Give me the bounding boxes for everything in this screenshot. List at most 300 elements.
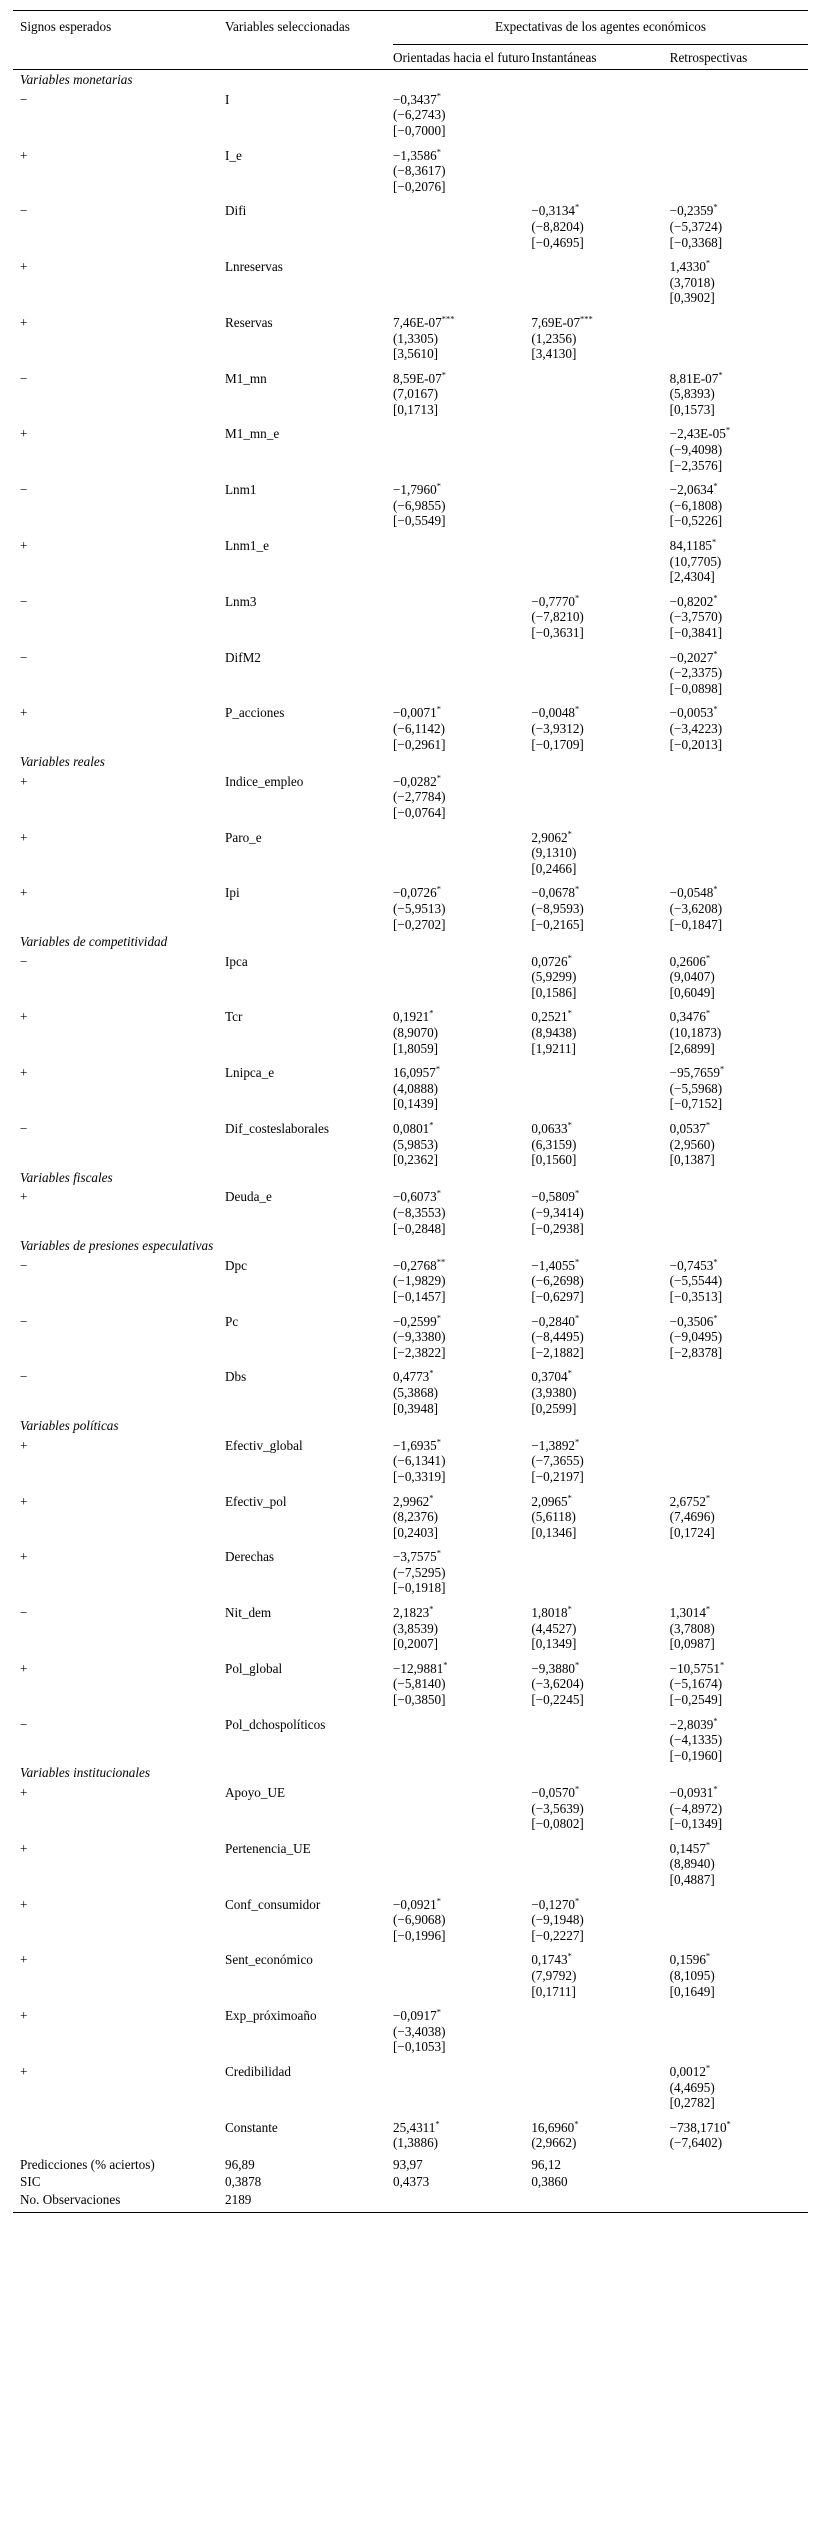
variable-name: Pol_global xyxy=(225,1660,283,1676)
marginal-effect: [0,3902] xyxy=(669,290,715,306)
table-row xyxy=(13,1187,808,1236)
t-statistic: (−6,1142) xyxy=(393,720,445,736)
value-cell xyxy=(393,1056,531,1112)
expected-sign: + xyxy=(20,773,28,789)
table-row xyxy=(13,194,808,250)
t-statistic: (−3,6204) xyxy=(531,1676,584,1692)
significance-mark: * xyxy=(726,2118,731,2129)
variable-name: I xyxy=(225,91,230,107)
significance-mark: * xyxy=(705,1008,711,1019)
marginal-effect: [−2,8378] xyxy=(669,1344,723,1360)
value-cell xyxy=(393,1708,531,1764)
marginal-effect: [−0,2197] xyxy=(531,1468,584,1484)
value-cell xyxy=(393,876,531,932)
variable-name: Dpc xyxy=(225,1257,247,1273)
variable-name: M1_mn xyxy=(225,370,267,386)
significance-mark: * xyxy=(713,703,718,714)
t-statistic: (4,0888) xyxy=(393,1080,439,1096)
coefficient: −2,8039* xyxy=(669,1715,718,1732)
table-row xyxy=(13,1436,808,1485)
value-cell xyxy=(670,1436,808,1485)
value-cell xyxy=(393,696,531,752)
table-row xyxy=(13,641,808,697)
footer-value: 2189 xyxy=(225,2192,252,2208)
marginal-effect: [−0,2227] xyxy=(531,1927,584,1943)
expected-sign: + xyxy=(20,1493,28,1509)
value-cell xyxy=(670,1056,808,1112)
variable-name: Indice_empleo xyxy=(225,773,304,789)
expected-sign: + xyxy=(20,1840,28,1856)
expected-sign: − xyxy=(20,203,28,219)
value-cell xyxy=(531,641,669,697)
coefficient: 7,69E-07*** xyxy=(531,313,593,330)
marginal-effect: [2,4304] xyxy=(669,569,715,585)
t-statistic: (−5,1674) xyxy=(669,1676,723,1692)
table-row xyxy=(13,696,808,752)
significance-mark: * xyxy=(429,1008,434,1019)
footer-value: 93,97 xyxy=(393,2156,423,2172)
t-statistic: (10,7705) xyxy=(669,553,722,569)
significance-mark: * xyxy=(575,1188,580,1199)
expected-sign: + xyxy=(20,259,28,275)
t-statistic: (−3,9312) xyxy=(531,720,584,736)
t-statistic: (−5,5544) xyxy=(669,1273,723,1289)
coefficient: 84,1185* xyxy=(669,536,717,554)
footer-value: 96,89 xyxy=(225,2156,255,2172)
coefficient: 0,1596* xyxy=(669,1950,711,1968)
variable-name: Efectiv_global xyxy=(225,1437,303,1453)
value-cell xyxy=(531,1360,669,1416)
value-cell xyxy=(670,1783,808,1832)
expected-sign: + xyxy=(20,314,28,330)
footer-value: 0,4373 xyxy=(393,2174,430,2190)
expected-sign: + xyxy=(20,1549,28,1565)
significance-mark: * xyxy=(429,1367,434,1378)
value-cell xyxy=(531,1000,669,1056)
value-cell xyxy=(531,250,669,306)
t-statistic: (−6,2698) xyxy=(531,1273,584,1289)
marginal-effect: [1,9211] xyxy=(531,1040,576,1056)
section-header xyxy=(13,1236,808,1256)
marginal-effect: [−0,7000] xyxy=(393,122,446,138)
significance-mark: * xyxy=(713,201,718,212)
significance-mark: * xyxy=(436,1312,441,1323)
t-statistic: (8,9438) xyxy=(531,1025,577,1041)
marginal-effect: [0,1711] xyxy=(531,1983,576,1999)
value-cell xyxy=(670,696,808,752)
t-statistic: (8,2376) xyxy=(393,1509,439,1525)
value-cell xyxy=(531,1708,669,1764)
expected-sign: + xyxy=(20,885,28,901)
table-row xyxy=(13,1485,808,1541)
t-statistic: (−6,1808) xyxy=(669,497,723,513)
t-statistic: (5,6118) xyxy=(531,1509,576,1525)
footer-value xyxy=(670,2151,808,2174)
significance-mark: * xyxy=(705,1119,711,1130)
coefficient: −0,7770* xyxy=(531,592,580,609)
marginal-effect: [−2,3822] xyxy=(393,1344,446,1360)
variable-name: Paro_e xyxy=(225,829,262,845)
marginal-effect: [−0,1918] xyxy=(393,1580,446,1596)
section-title: Variables fiscales xyxy=(20,1169,113,1185)
expected-sign: − xyxy=(20,482,28,498)
significance-mark: * xyxy=(713,1715,718,1726)
coefficient: 2,6752* xyxy=(669,1492,711,1509)
significance-mark: * xyxy=(575,1895,580,1906)
coefficient: −0,3437* xyxy=(393,90,441,107)
t-statistic: (8,8940) xyxy=(669,1856,715,1872)
marginal-effect: [0,2007] xyxy=(393,1636,439,1652)
expected-sign xyxy=(13,2111,225,2151)
marginal-effect: [0,1573] xyxy=(669,401,715,417)
coefficient: −2,43E-05* xyxy=(669,425,731,442)
significance-mark: * xyxy=(567,1603,572,1614)
coefficient: −12,9881* xyxy=(393,1659,448,1676)
expected-sign: − xyxy=(20,1257,28,1273)
value-cell xyxy=(393,1360,531,1416)
significance-mark: * xyxy=(436,146,441,157)
expected-sign: − xyxy=(20,1313,28,1329)
value-cell xyxy=(670,90,808,139)
marginal-effect: [−0,2938] xyxy=(531,1220,584,1236)
value-cell xyxy=(393,1999,531,2055)
table-bottom-rule xyxy=(13,2212,808,2213)
footer-label: Predicciones (% aciertos) xyxy=(20,2156,155,2172)
value-cell xyxy=(531,1112,669,1168)
value-cell xyxy=(670,1305,808,1361)
section-title: Variables monetarias xyxy=(20,72,133,88)
table-row xyxy=(13,1000,808,1056)
t-statistic: (−5,3724) xyxy=(669,218,723,234)
coefficient: 0,2606* xyxy=(669,952,711,969)
coefficient: 0,0726* xyxy=(531,952,572,969)
value-cell xyxy=(531,952,669,1001)
significance-mark: ** xyxy=(436,1256,446,1267)
t-statistic: (−7,8210) xyxy=(531,609,584,625)
t-statistic: (−2,3375) xyxy=(669,665,723,681)
significance-mark: * xyxy=(443,1659,448,1670)
marginal-effect: [−0,1457] xyxy=(393,1288,446,1304)
coefficient: −0,2768** xyxy=(393,1256,446,1273)
t-statistic: (−8,4495) xyxy=(531,1329,584,1345)
t-statistic: (−5,8140) xyxy=(393,1676,446,1692)
table-row xyxy=(13,250,808,306)
marginal-effect: [0,6049] xyxy=(669,984,715,1000)
expected-sign: − xyxy=(20,593,28,609)
table-header xyxy=(13,11,808,70)
coefficient: −3,7575* xyxy=(393,1547,441,1565)
coefficient: 1,3014* xyxy=(669,1603,711,1621)
value-cell xyxy=(393,90,531,139)
expected-sign: − xyxy=(20,370,28,386)
coefficient: 16,0957* xyxy=(393,1063,441,1081)
marginal-effect: [0,2403] xyxy=(393,1524,439,1540)
table-row xyxy=(13,529,808,585)
value-cell xyxy=(393,1832,531,1888)
significance-mark: * xyxy=(436,1895,441,1906)
footer-value xyxy=(670,2173,808,2191)
marginal-effect: [−0,3841] xyxy=(669,625,723,640)
variable-name: Difi xyxy=(225,203,247,219)
t-statistic: (−5,9513) xyxy=(393,900,446,916)
significance-mark: * xyxy=(575,703,580,714)
value-cell xyxy=(393,529,531,585)
significance-mark: * xyxy=(713,883,718,894)
t-statistic: (3,7808) xyxy=(669,1620,715,1636)
significance-mark: * xyxy=(705,1492,711,1503)
variable-name: DifM2 xyxy=(225,649,261,665)
section-title: Variables de presiones especulativas xyxy=(20,1238,214,1254)
significance-mark: * xyxy=(429,1492,434,1503)
variable-name: Lnm1 xyxy=(225,482,257,498)
expected-sign: + xyxy=(20,147,28,163)
t-statistic: (−8,8204) xyxy=(531,218,584,234)
t-statistic: (−7,5295) xyxy=(393,1564,446,1580)
value-cell xyxy=(670,1999,808,2055)
coefficient: −0,0282* xyxy=(393,772,441,789)
coefficient: −1,4055* xyxy=(531,1256,580,1273)
t-statistic: (10,1873) xyxy=(669,1025,722,1041)
value-cell xyxy=(393,585,531,641)
t-statistic: (−3,5639) xyxy=(531,1800,584,1816)
value-cell xyxy=(531,362,669,418)
marginal-effect: [−2,1882] xyxy=(531,1344,584,1360)
t-statistic: (7,4696) xyxy=(669,1509,715,1525)
value-cell xyxy=(670,306,808,362)
coefficient: −95,7659* xyxy=(669,1063,725,1081)
header-instantaneas: Instantáneas xyxy=(531,44,669,70)
significance-mark: * xyxy=(436,480,441,491)
t-statistic: (1,3886) xyxy=(393,2135,439,2151)
variable-name: Lnm1_e xyxy=(225,538,269,554)
expected-sign: + xyxy=(20,426,28,442)
table-row xyxy=(13,473,808,529)
coefficient: −0,1270* xyxy=(531,1895,580,1912)
significance-mark: * xyxy=(705,1603,711,1614)
t-statistic: (−3,6208) xyxy=(669,900,723,916)
table-row xyxy=(13,1652,808,1708)
t-statistic: (−7,6402) xyxy=(669,2135,723,2151)
t-statistic: (−9,3380) xyxy=(393,1329,446,1345)
coefficient: 0,0801* xyxy=(393,1119,434,1137)
coefficient: −0,2359* xyxy=(669,201,718,219)
results-table xyxy=(13,10,808,2212)
t-statistic: (−1,9829) xyxy=(393,1273,446,1289)
expected-sign: − xyxy=(20,91,28,107)
value-cell xyxy=(393,641,531,697)
value-cell xyxy=(531,1540,669,1596)
significance-mark: * xyxy=(436,1547,441,1558)
marginal-effect: [−0,3368] xyxy=(669,234,723,250)
t-statistic: (−3,4223) xyxy=(669,720,723,736)
variable-name: Constante xyxy=(225,2119,278,2135)
section-header xyxy=(13,752,808,772)
marginal-effect: [3,5610] xyxy=(393,346,439,362)
significance-mark: * xyxy=(705,2062,711,2073)
value-cell xyxy=(531,139,669,195)
significance-mark: * xyxy=(713,1256,718,1267)
coefficient: 0,0537* xyxy=(669,1119,711,1137)
value-cell xyxy=(670,473,808,529)
value-cell xyxy=(531,1305,669,1361)
coefficient: −0,0917* xyxy=(393,2006,441,2024)
t-statistic: (5,9299) xyxy=(531,969,577,985)
significance-mark: * xyxy=(567,1492,572,1503)
value-cell xyxy=(670,876,808,932)
marginal-effect: [0,1439] xyxy=(393,1096,439,1112)
coefficient: −10,5751* xyxy=(669,1659,725,1676)
value-cell xyxy=(670,139,808,195)
value-cell xyxy=(531,1187,669,1236)
section-header xyxy=(13,1416,808,1436)
significance-mark: * xyxy=(575,1436,580,1447)
value-cell xyxy=(531,306,669,362)
coefficient: −1,3586* xyxy=(393,146,441,163)
t-statistic: (5,3868) xyxy=(393,1384,439,1400)
significance-mark: * xyxy=(567,1367,572,1378)
table-row xyxy=(13,1783,808,1832)
coefficient: 0,0633* xyxy=(531,1119,572,1137)
marginal-effect: [0,1724] xyxy=(669,1524,715,1540)
significance-mark: * xyxy=(435,1063,441,1074)
value-cell xyxy=(393,1540,531,1596)
table-row xyxy=(13,1596,808,1652)
t-statistic: (3,9380) xyxy=(531,1384,577,1400)
coefficient: −0,2840* xyxy=(531,1312,580,1329)
significance-mark: * xyxy=(567,828,572,839)
coefficient: −0,0921* xyxy=(393,1895,441,1912)
t-statistic: (−7,3655) xyxy=(531,1453,584,1469)
section-title: Variables reales xyxy=(20,754,105,770)
variable-name: Deuda_e xyxy=(225,1189,272,1205)
value-cell xyxy=(531,1436,669,1485)
t-statistic: (−5,5968) xyxy=(669,1080,723,1096)
footer-value: 96,12 xyxy=(531,2156,561,2172)
t-statistic: (2,9662) xyxy=(531,2135,577,2151)
table-row xyxy=(13,1256,808,1305)
value-cell xyxy=(393,952,531,1001)
value-cell xyxy=(393,1888,531,1944)
expected-sign: + xyxy=(20,1785,28,1800)
variable-name: Tcr xyxy=(225,1009,243,1025)
value-cell xyxy=(393,473,531,529)
significance-mark: * xyxy=(705,1950,711,1961)
value-cell xyxy=(531,1999,669,2055)
table-row xyxy=(13,2055,808,2111)
value-cell xyxy=(670,1832,808,1888)
coefficient: −0,6073* xyxy=(393,1188,441,1205)
table-row xyxy=(13,1999,808,2055)
expected-sign: − xyxy=(20,1369,28,1385)
value-cell xyxy=(670,1540,808,1596)
value-cell xyxy=(393,250,531,306)
section-title: Variables institucionales xyxy=(20,1765,151,1781)
marginal-effect: [−0,7152] xyxy=(669,1096,723,1112)
value-cell xyxy=(670,1888,808,1944)
footer-row xyxy=(13,2151,808,2174)
table-row xyxy=(13,2111,808,2151)
significance-mark: * xyxy=(575,592,580,603)
table-row xyxy=(13,1888,808,1944)
value-cell xyxy=(393,1485,531,1541)
coefficient: −0,3134* xyxy=(531,201,580,219)
marginal-effect: [0,2362] xyxy=(393,1152,439,1168)
value-cell xyxy=(393,194,531,250)
table-row xyxy=(13,821,808,877)
expected-sign: + xyxy=(20,705,28,721)
marginal-effect: [−0,1349] xyxy=(669,1816,723,1832)
marginal-effect: [−0,4695] xyxy=(531,234,584,250)
coefficient: 8,81E-07* xyxy=(669,369,723,386)
value-cell xyxy=(393,1187,531,1236)
significance-mark: * xyxy=(575,1783,580,1794)
coefficient: 0,3476* xyxy=(669,1008,711,1025)
t-statistic: (6,3159) xyxy=(531,1136,577,1152)
section-header xyxy=(13,1168,808,1188)
footer-value: 0,3860 xyxy=(531,2174,568,2190)
value-cell xyxy=(670,1112,808,1168)
variable-name: Sent_económico xyxy=(225,1952,313,1968)
expected-sign: + xyxy=(20,1437,28,1453)
t-statistic: (−6,1341) xyxy=(393,1453,446,1469)
coefficient: −0,0726* xyxy=(393,883,441,901)
value-cell xyxy=(531,876,669,932)
significance-mark: * xyxy=(436,772,441,783)
t-statistic: (3,7018) xyxy=(669,274,715,290)
value-cell xyxy=(670,1596,808,1652)
variable-name: Credibilidad xyxy=(225,2063,291,2079)
significance-mark: * xyxy=(567,1950,572,1961)
variable-name: Pc xyxy=(225,1313,239,1329)
footer-value xyxy=(670,2191,808,2212)
value-cell xyxy=(670,250,808,306)
significance-mark: * xyxy=(575,1659,580,1670)
expected-sign: + xyxy=(20,2063,28,2079)
value-cell xyxy=(393,1436,531,1485)
table-row xyxy=(13,952,808,1001)
variable-name: Exp_próximoaño xyxy=(225,2008,317,2024)
value-cell xyxy=(531,1783,669,1832)
significance-mark: * xyxy=(713,480,718,491)
marginal-effect: [0,3948] xyxy=(393,1400,439,1416)
table-row xyxy=(13,1305,808,1361)
value-cell xyxy=(670,1187,808,1236)
significance-mark: * xyxy=(705,952,711,963)
marginal-effect: [−0,2848] xyxy=(393,1220,446,1236)
value-cell xyxy=(531,1943,669,1999)
value-cell xyxy=(393,2111,531,2151)
value-cell xyxy=(670,194,808,250)
table-row xyxy=(13,585,808,641)
value-cell xyxy=(393,1112,531,1168)
t-statistic: (−2,7784) xyxy=(393,789,446,805)
value-cell xyxy=(531,417,669,473)
variable-name: Lnipca_e xyxy=(225,1065,275,1081)
significance-mark: * xyxy=(567,1119,572,1130)
value-cell xyxy=(531,2055,669,2111)
value-cell xyxy=(670,1652,808,1708)
coefficient: 0,3704* xyxy=(531,1367,572,1385)
marginal-effect: [−0,1960] xyxy=(669,1747,723,1763)
coefficient: 0,4773* xyxy=(393,1367,434,1385)
table-row xyxy=(13,772,808,821)
significance-mark: *** xyxy=(441,313,455,324)
expected-sign: + xyxy=(20,2008,28,2024)
t-statistic: (7,9792) xyxy=(531,1967,577,1983)
value-cell xyxy=(531,1888,669,1944)
significance-mark: * xyxy=(574,2118,579,2129)
value-cell xyxy=(670,641,808,697)
